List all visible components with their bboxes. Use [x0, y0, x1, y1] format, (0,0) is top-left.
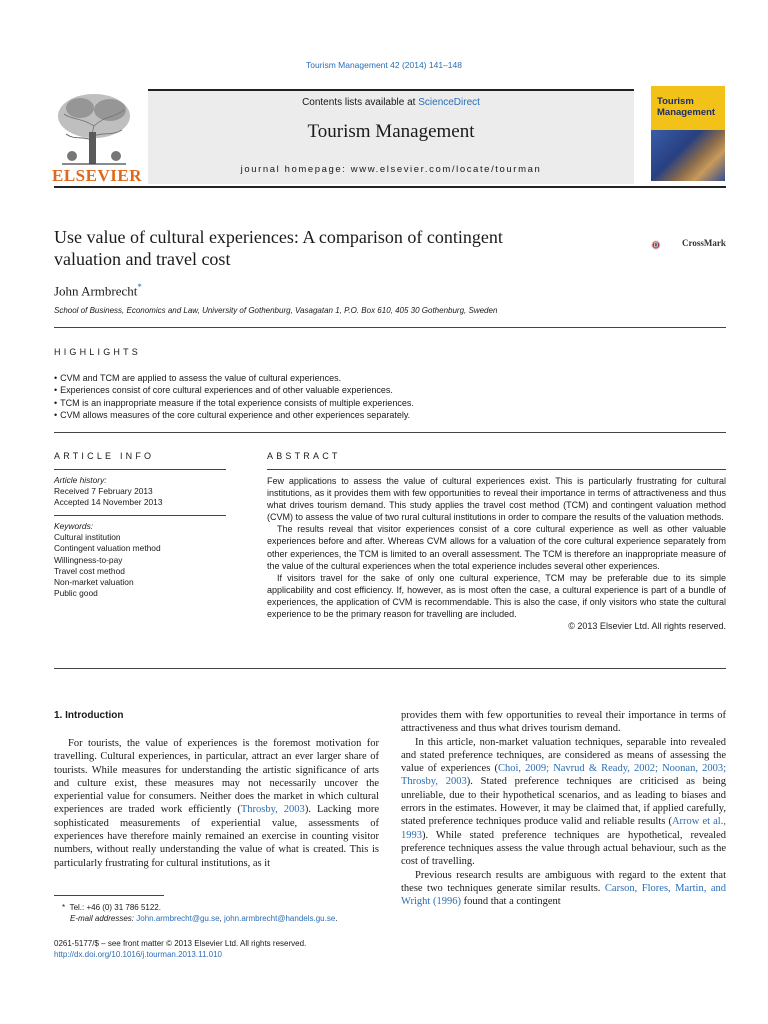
highlight-item: • CVM allows measures of the core cultural experience and other experiences separately. — [54, 409, 654, 421]
email-end: . — [335, 914, 338, 923]
paragraph-text: ). Stated preference techniques are criticised as being unreliable, due to their hypothetical scenarios, and as leading to biases and errors in the estimates. However, it may be claimed that, if applied carefully, stated preference techniques produce valid and reliable results ( — [401, 776, 726, 828]
highlight-item: • Experiences consist of core cultural experiences and of other valuable experiences. — [54, 384, 654, 396]
body-paragraph — [401, 869, 726, 909]
cover-title-line1: Tourism — [657, 96, 694, 107]
body-paragraph — [401, 736, 726, 869]
abstract-paragraph: The results reveal that visitor experiences consist of a core cultural experience as well as other valuable experiences before and after. Whereas CVM allows for a valuation of the core cultural experience separately from other experiences, the TCM is limited to an overall assessment. The TCM is therefore an inappropriate measure of the value of the cultural experiences when the total experience includes several other experiences. — [267, 524, 726, 571]
paragraph-text: For tourists, the value of experiences is the foremost motivation for travelling. Cultural experiences, in particular, attract an ever larger share of tourists. While measures for understanding the artistic significance of arts and culture exist, these measures may not necessarily uncover the experiential value for consumers. Neither does the market in which cultural experiences are traded work efficiently ( — [54, 738, 379, 816]
citation-link[interactable]: Arrow et al., 1993 — [401, 816, 726, 841]
footnote-tel-line — [62, 902, 338, 913]
title-rule — [54, 327, 726, 328]
abstract-paragraph: Few applications to assess the value of cultural experiences exist. This is particularly frustrating for cultural institutions, as it provides them with few opportunities to reveal their importance in terms of attractiveness and thus what drives tourism demand. This study applies the travel cost method (TCM) and contingent valuation method (CVM) to assess the value of two rural cultural institutions in order to compare the results of the valuation methods. — [267, 476, 726, 523]
footnote-rule — [54, 895, 164, 896]
citation-link[interactable]: Carson, Flores, Martin, and Wright (1996) — [401, 882, 726, 908]
paragraph-text: ). While stated preference techniques are hypothetical, revealed preference techniques assess the value through actual behaviour, such as the cost of travelling. — [401, 829, 726, 868]
keyword: Public good — [54, 588, 98, 599]
abstract-copyright: © 2013 Elsevier Ltd. All rights reserved. — [568, 621, 726, 632]
history-rule — [54, 515, 226, 516]
doi-link[interactable]: http://dx.doi.org/10.1016/j.tourman.2013.11.010 — [54, 950, 222, 959]
keywords-label: Keywords: — [54, 521, 94, 531]
front-matter-text: 0261-5177/$ – see front matter © 2013 Elsevier Ltd. All rights reserved. — [54, 939, 307, 948]
journal-title: Tourism Management — [307, 121, 475, 142]
journal-citation[interactable]: Tourism Management 42 (2014) 141–148 — [306, 60, 462, 70]
front-matter — [54, 938, 306, 960]
section-heading-introduction: 1. Introduction — [54, 710, 124, 721]
abstract-text — [267, 475, 726, 632]
contents-prefix: Contents lists available at — [302, 97, 419, 108]
keyword: Non-market valuation — [54, 577, 134, 588]
paragraph-text: In this article, non-market valuation techniques, separable into revealed and stated preference techniques, are considered as means of assessing the value of experiences ( — [401, 736, 726, 775]
cover-image — [651, 130, 725, 181]
email-separator: , — [219, 914, 224, 923]
body-right-column — [401, 709, 726, 908]
keyword: Travel cost method — [54, 565, 125, 576]
abstract-paragraph: If visitors travel for the sake of only one cultural experience, TCM may be preferable due to its simple applicability and cost efficiency. If, however, as is most often the case, a cultural experience is part of a bundle of experiences, the application of CVM is recommendable. This is also the case, if only visitors who state the cultural experience to be the primary reason for travelling are included. — [267, 572, 726, 620]
citation-link[interactable]: Choi, 2009; Navrud & Ready, 2002; Noonan, 2003; Throsby, 2003 — [401, 763, 726, 788]
cover-title-line2: Management — [657, 107, 716, 118]
header-rule — [54, 186, 726, 188]
crossmark-icon[interactable] — [651, 229, 681, 261]
highlight-item: • CVM and TCM are applied to assess the value of cultural experiences. — [54, 372, 654, 384]
body-left-column — [54, 737, 379, 870]
citation-link[interactable]: Throsby, 2003 — [240, 804, 305, 816]
received-date: Received 7 February 2013 — [54, 486, 153, 497]
author — [54, 282, 142, 299]
affiliation: School of Business, Economics and Law, University of Gothenburg, Vasagatan 1, P.O. Box 610, 405 30 Gothenburg, Sweden — [54, 306, 498, 315]
footnote-emails — [62, 913, 338, 924]
author-footnote-mark[interactable]: * — [137, 282, 142, 292]
keyword: Contingent valuation method — [54, 543, 161, 554]
footnote-tel: Tel.: +46 (0) 31 786 5122. — [69, 903, 161, 912]
footnote-mark: * — [62, 903, 66, 912]
journal-header — [148, 89, 634, 184]
cover-title — [657, 96, 715, 118]
footnote-corresponding — [62, 902, 338, 924]
history-label: Article history: — [54, 475, 107, 485]
keyword: Cultural institution — [54, 532, 121, 543]
sciencedirect-link[interactable]: ScienceDirect — [418, 97, 480, 108]
keywords — [54, 521, 161, 599]
email-link[interactable]: john.armbrecht@handels.gu.se — [223, 914, 336, 923]
paragraph-text: Previous research results are ambiguous with regard to the extent that these two techniques generate similar results. — [401, 869, 726, 894]
email-label: E-mail addresses: — [70, 914, 137, 923]
highlights-rule — [54, 432, 726, 433]
homepage-prefix: journal homepage: — [240, 164, 351, 175]
contents-line — [148, 97, 634, 108]
title-line2: valuation and travel cost — [54, 249, 231, 269]
title-line1: Use value of cultural experiences: A comparison of contingent — [54, 227, 503, 247]
journal-cover[interactable] — [651, 86, 725, 181]
journal-homepage — [148, 164, 634, 175]
article-history — [54, 475, 162, 509]
paragraph-text: ). Lacking more sophisticated measurements of experiential value, assessments of experiences have therefore mainly remained an exercise in counting visitor numbers, without really understanding the value of what is created. This is particularly frustrating for cultural institutions, as it — [54, 804, 379, 869]
body-paragraph — [54, 737, 379, 870]
paragraph-text: found that a contingent — [460, 896, 561, 908]
author-name: John Armbrecht — [54, 283, 138, 299]
body-paragraph: provides them with few opportunities to reveal their importance in terms of attractiveness and thus what drives tourism demand. — [401, 710, 726, 735]
homepage-url[interactable]: www.elsevier.com/locate/tourman — [350, 164, 542, 175]
abstract-heading: ABSTRACT — [267, 451, 341, 461]
article-info-rule — [54, 469, 226, 470]
highlight-item: • TCM is an inappropriate measure if the total experience consists of multiple experiences. — [54, 397, 654, 409]
highlights-list — [54, 372, 654, 421]
highlights-heading: HIGHLIGHTS — [54, 347, 142, 357]
article-info-heading: ARTICLE INFO — [54, 451, 155, 461]
keyword: Willingness-to-pay — [54, 554, 123, 565]
accepted-date: Accepted 14 November 2013 — [54, 497, 163, 508]
email-link[interactable]: John.armbrecht@gu.se — [136, 914, 220, 923]
crossmark-label[interactable]: CrossMark — [682, 238, 726, 248]
abstract-bottom-rule — [54, 668, 726, 669]
article-title — [54, 226, 614, 270]
abstract-rule — [267, 469, 726, 470]
elsevier-wordmark: ELSEVIER — [52, 166, 142, 185]
